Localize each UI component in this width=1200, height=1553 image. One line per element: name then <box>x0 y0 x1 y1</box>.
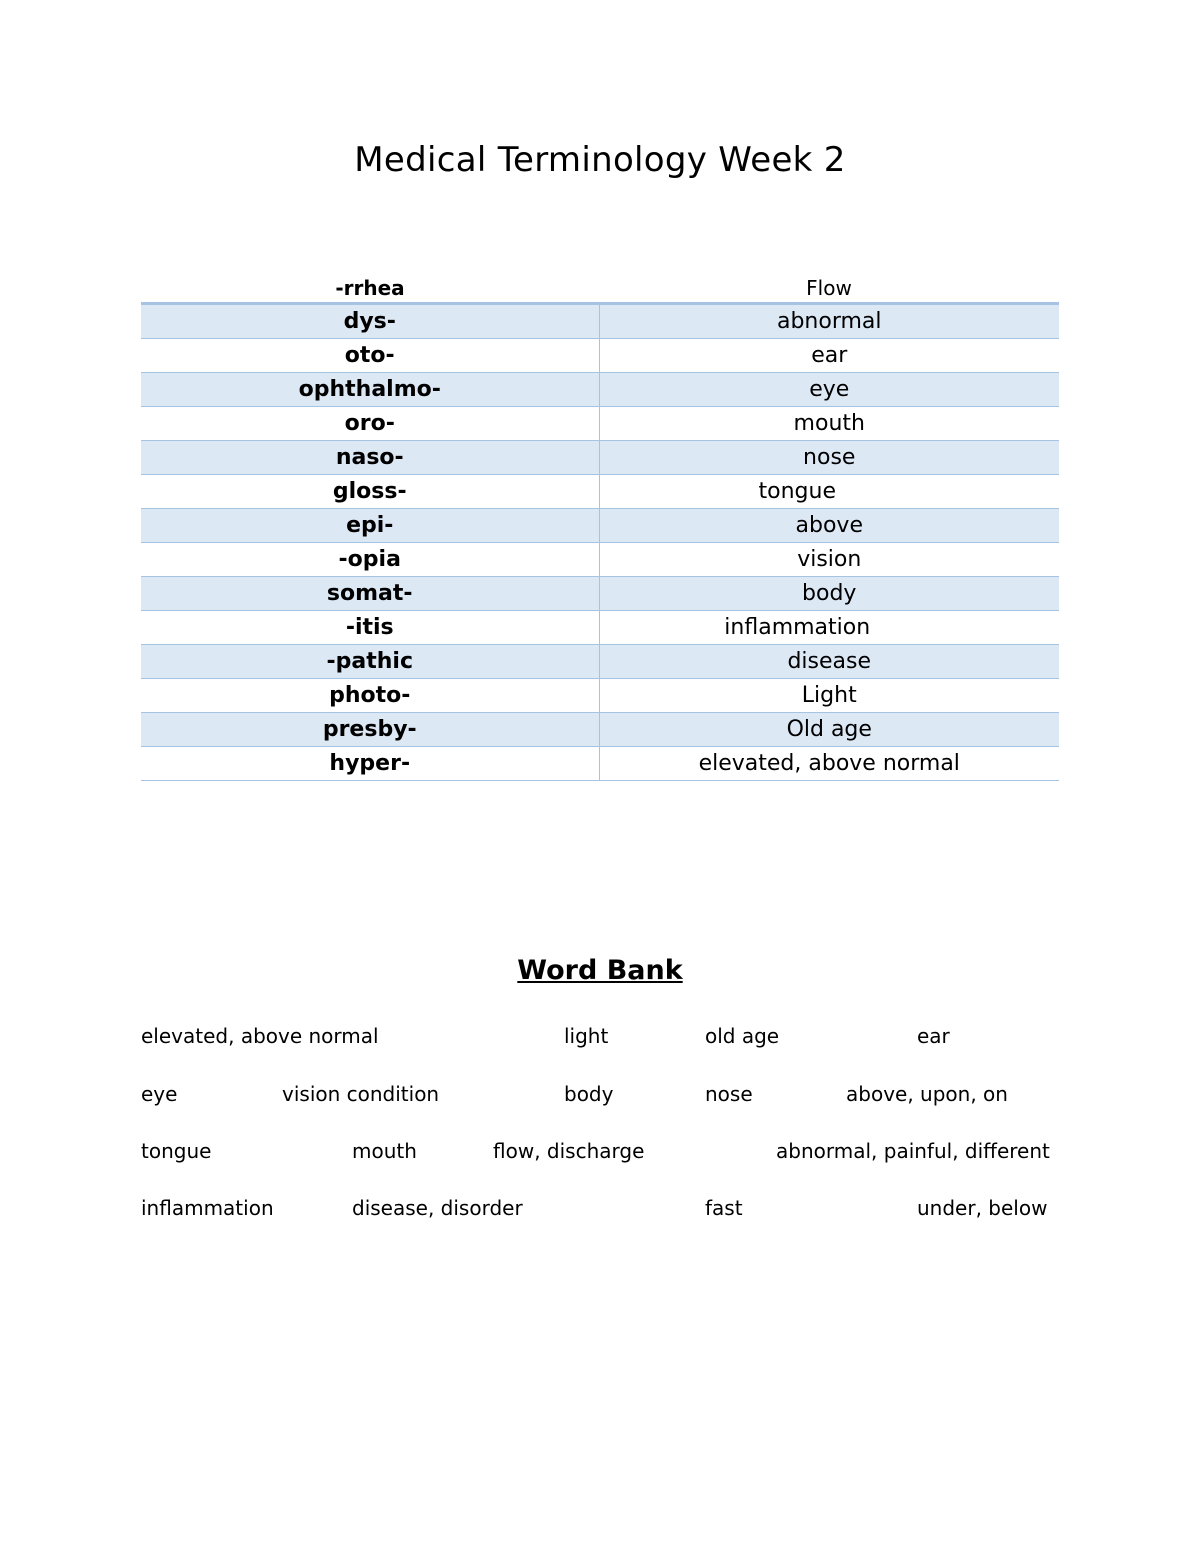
table-row <box>141 713 1059 747</box>
header-term: -rrhea <box>141 268 599 304</box>
term-cell: ophthalmo- <box>141 373 599 407</box>
table-row <box>141 304 1059 339</box>
term-cell: somat- <box>141 577 599 611</box>
word-bank-item: mouth <box>352 1139 417 1163</box>
definition-cell: mouth <box>599 407 1059 441</box>
definition-cell: elevated, above normal <box>599 747 1059 781</box>
table-row <box>141 407 1059 441</box>
table-row <box>141 509 1059 543</box>
term-cell: epi- <box>141 509 599 543</box>
term-cell: gloss- <box>141 475 599 509</box>
header-definition: Flow <box>599 268 1059 304</box>
table-row <box>141 611 1059 645</box>
term-cell: -opia <box>141 543 599 577</box>
word-bank-item: old age <box>705 1024 780 1048</box>
word-bank-item: ear <box>917 1024 950 1048</box>
table-row <box>141 747 1059 781</box>
definition-cell: inflammation <box>599 611 1059 645</box>
word-bank-title: Word Bank <box>517 955 683 986</box>
table-row <box>141 543 1059 577</box>
term-cell: -pathic <box>141 645 599 679</box>
terminology-table <box>141 268 1059 781</box>
definition-cell: above <box>599 509 1059 543</box>
definition-cell: abnormal <box>599 304 1059 339</box>
table-row <box>141 679 1059 713</box>
term-cell: oto- <box>141 339 599 373</box>
definition-cell: body <box>599 577 1059 611</box>
word-bank-item: tongue <box>141 1139 212 1163</box>
page-title: Medical Terminology Week 2 <box>354 140 846 180</box>
definition-cell: Old age <box>599 713 1059 747</box>
word-bank-item: light <box>564 1024 609 1048</box>
definition-cell: nose <box>599 441 1059 475</box>
word-bank-item: body <box>564 1082 614 1106</box>
table-row <box>141 475 1059 509</box>
word-bank-item: eye <box>141 1082 178 1106</box>
word-bank-item: flow, discharge <box>493 1139 645 1163</box>
term-cell: -itis <box>141 611 599 645</box>
definition-cell: eye <box>599 373 1059 407</box>
definition-cell: vision <box>599 543 1059 577</box>
definition-cell: ear <box>599 339 1059 373</box>
term-cell: dys- <box>141 304 599 339</box>
term-cell: photo- <box>141 679 599 713</box>
definition-cell: disease <box>599 645 1059 679</box>
word-bank-item: abnormal, painful, different <box>776 1139 1050 1163</box>
word-bank-item: nose <box>705 1082 753 1106</box>
table-row <box>141 441 1059 475</box>
table-header-row <box>141 268 1059 304</box>
term-cell: oro- <box>141 407 599 441</box>
word-bank-item: above, upon, on <box>846 1082 1008 1106</box>
definition-cell: Light <box>599 679 1059 713</box>
term-cell: hyper- <box>141 747 599 781</box>
term-cell: presby- <box>141 713 599 747</box>
definition-cell: tongue <box>599 475 1059 509</box>
table-row <box>141 373 1059 407</box>
word-bank-item: vision condition <box>282 1082 440 1106</box>
table-row <box>141 577 1059 611</box>
word-bank-item: under, below <box>917 1196 1048 1220</box>
word-bank-item: fast <box>705 1196 743 1220</box>
table-row <box>141 339 1059 373</box>
word-bank-item: elevated, above normal <box>141 1024 379 1048</box>
table-row <box>141 645 1059 679</box>
word-bank-item: disease, disorder <box>352 1196 523 1220</box>
word-bank-item: inflammation <box>141 1196 274 1220</box>
term-cell: naso- <box>141 441 599 475</box>
